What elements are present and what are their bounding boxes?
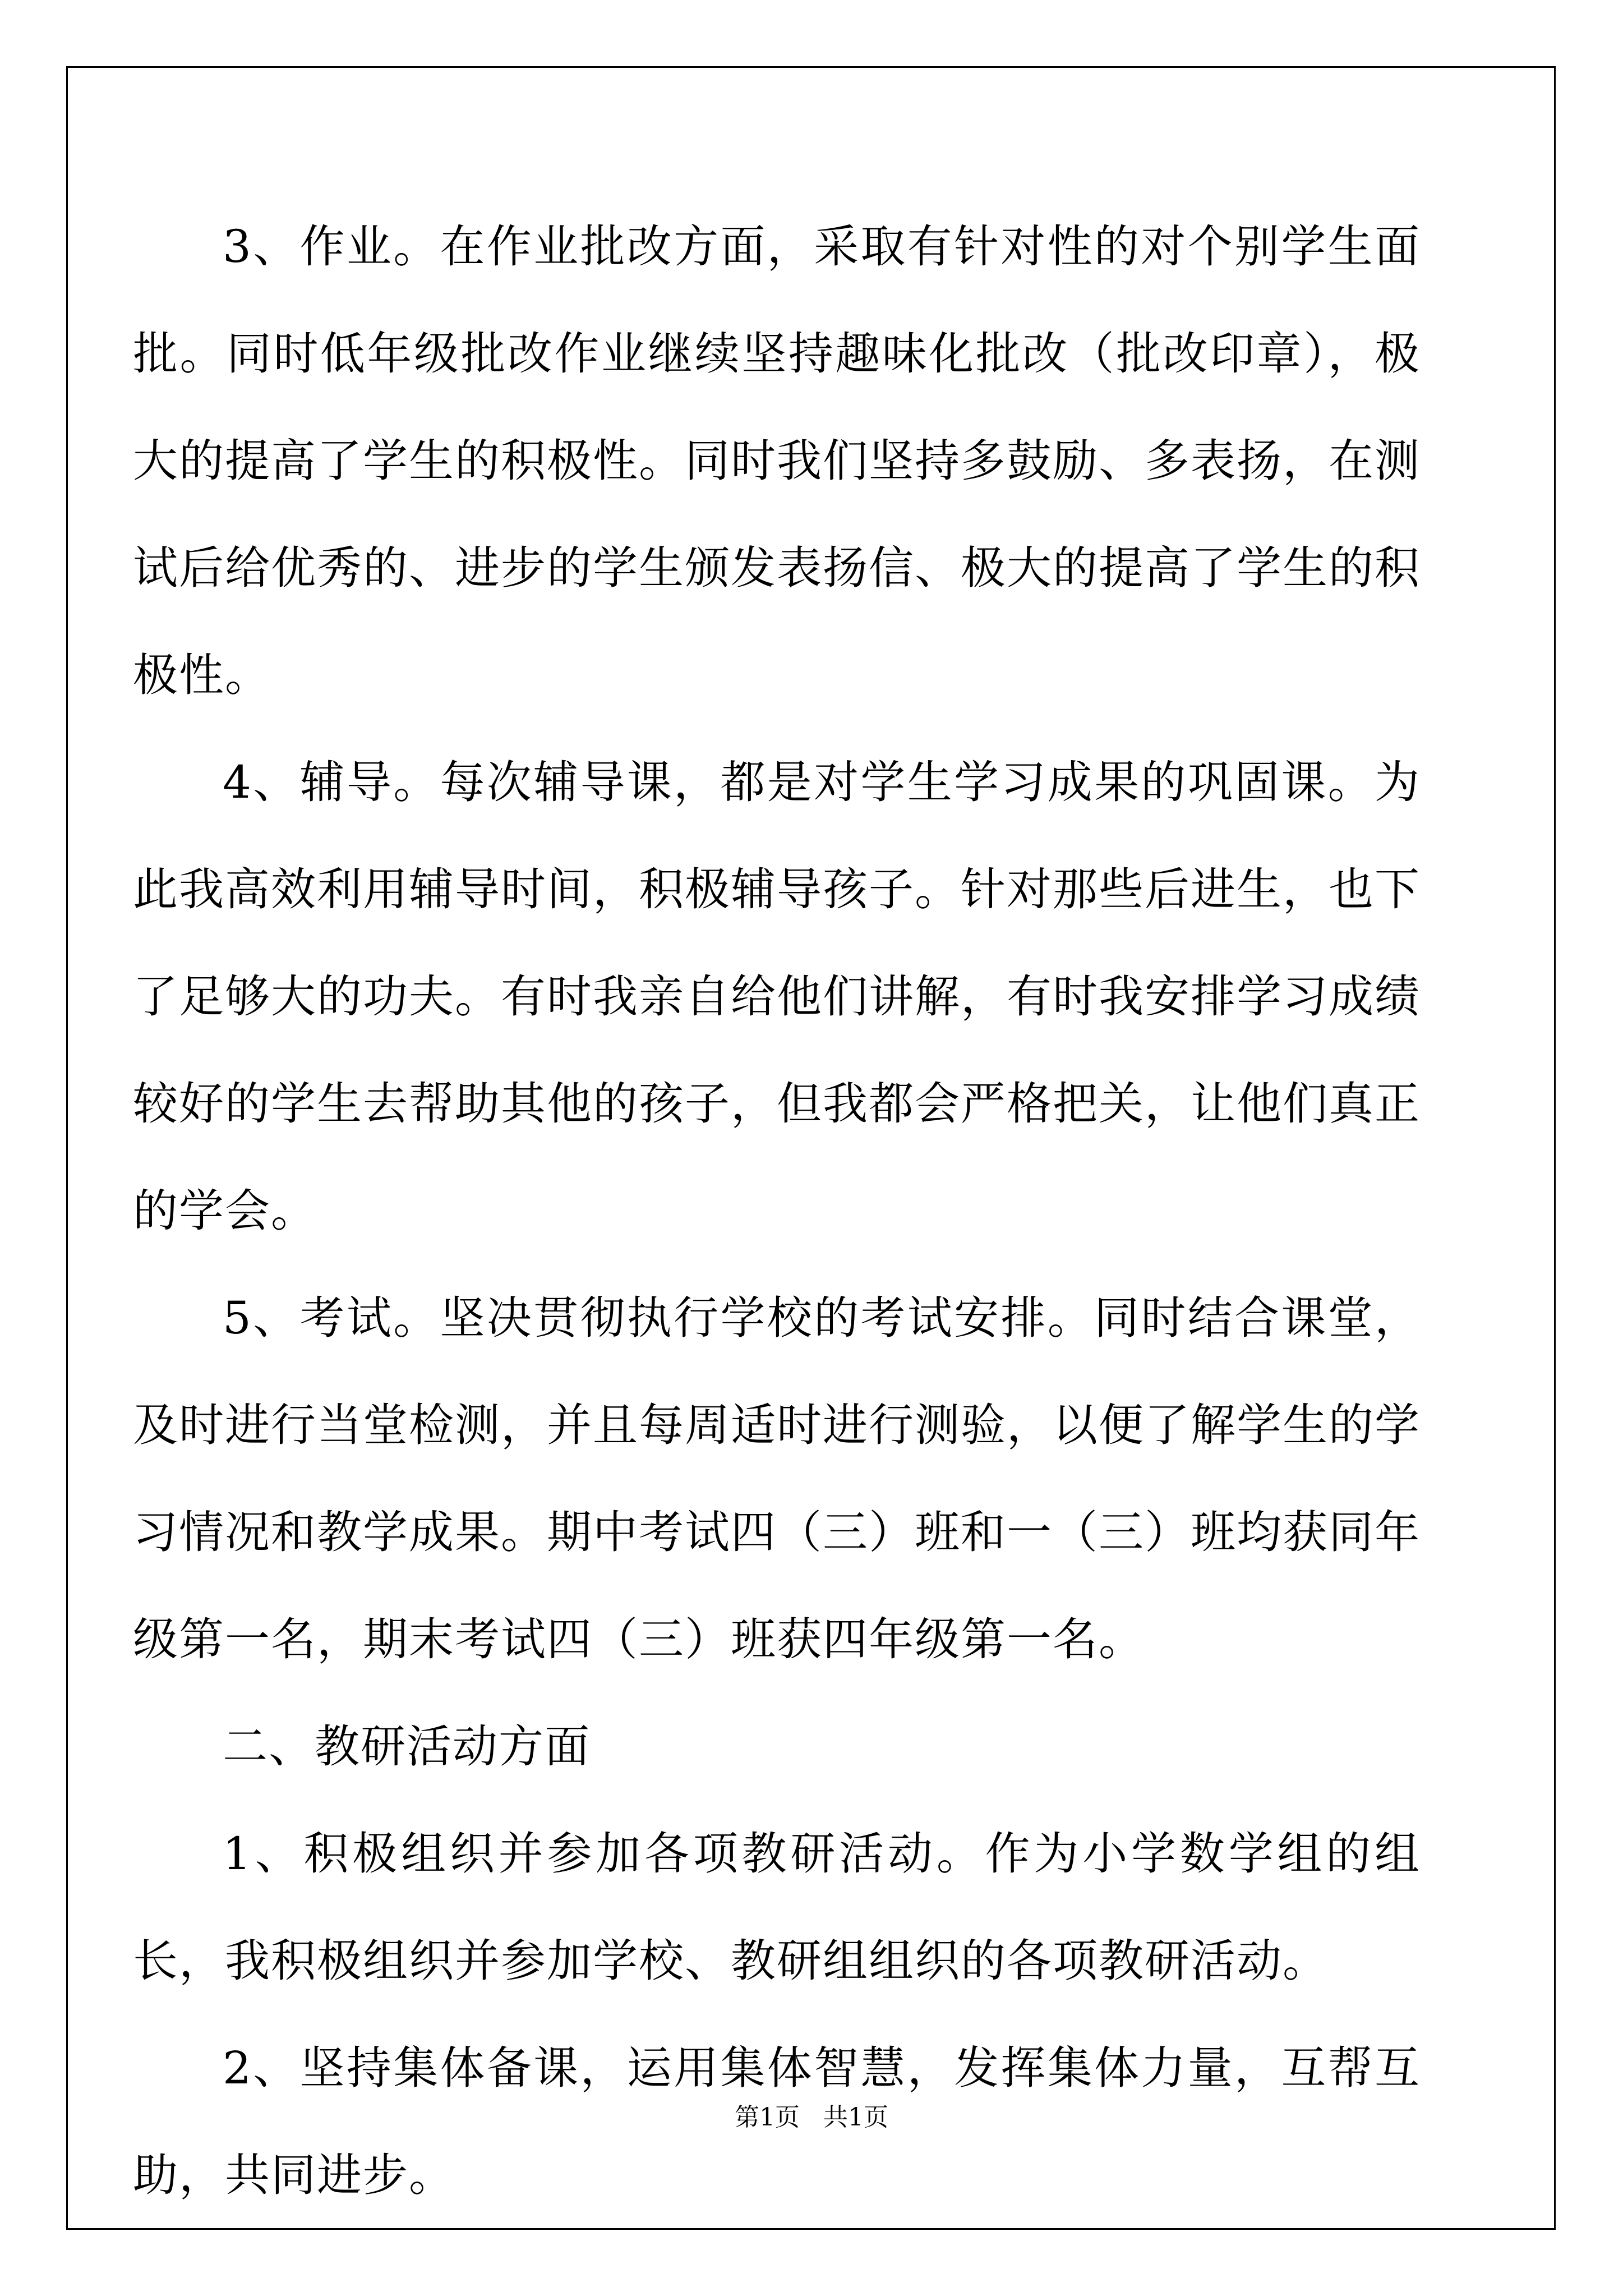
paragraph-exams: 5、考试。坚决贯彻执行学校的考试安排。同时结合课堂，及时进行当堂检测，并且每周适时进行测验，以便了解学生的学习情况和教学成果。期中考试四（三）班和一（三）班均获同年级第一名，期末考试四（三）班获四年级第一名。 (133, 1292, 1421, 1665)
page-number-footer: 第1页 共1页 (735, 2103, 888, 2132)
paragraph-collective-planning: 2、坚持集体备课，运用集体智慧，发挥集体力量，互帮互助，共同进步。 (133, 2042, 1421, 2201)
document-body (133, 193, 1421, 2229)
section-heading-research: 二、教研活动方面 (223, 1720, 591, 1773)
paragraph-homework: 3、作业。在作业批改方面，采取有针对性的对个别学生面批。同时低年级批改作业继续坚持趣味化批改（批改印章），极大的提高了学生的积极性。同时我们坚持多鼓励、多表扬，在测试后给优秀的、进步的学生颁发表扬信、极大的提高了学生的积极性。 (133, 220, 1421, 701)
paragraph-tutoring: 4、辅导。每次辅导课，都是对学生学习成果的巩固课。为此我高效利用辅导时间，积极辅导孩子。针对那些后进生，也下了足够大的功夫。有时我亲自给他们讲解，有时我安排学习成绩较好的学生去帮助其他的孩子，但我都会严格把关，让他们真正的学会。 (133, 756, 1421, 1237)
paragraph-research-activities: 1、积极组织并参加各项教研活动。作为小学数学组的组长，我积极组织并参加学校、教研组组织的各项教研活动。 (133, 1828, 1421, 1987)
